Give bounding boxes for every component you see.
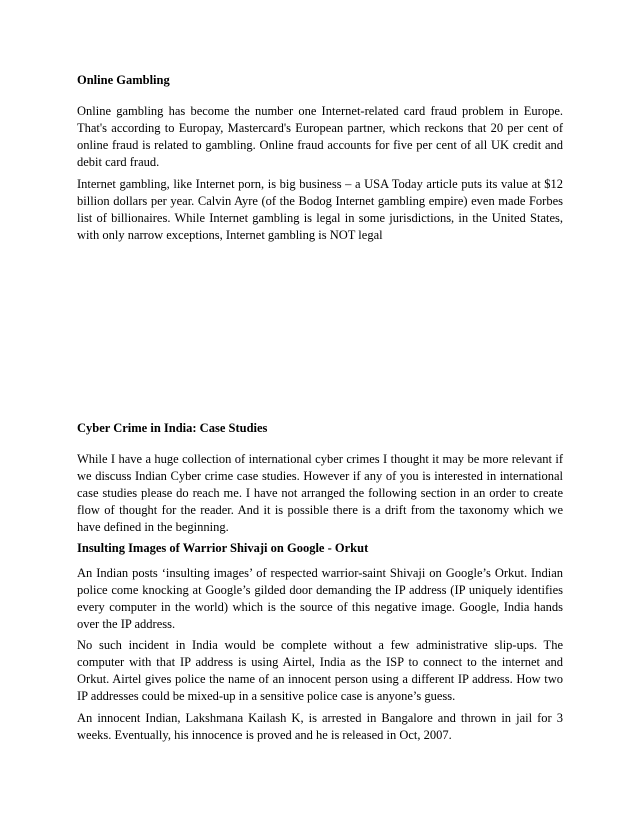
paragraph-shivaji-3: An innocent Indian, Lakshmana Kailash K, is arrested in Bangalore and thrown in jail for 3 weeks. Eventually, his innocence is proved and he is released in Oct, 2007. <box>77 711 563 742</box>
paragraph-case-studies-intro: While I have a huge collection of international cyber crimes I thought it may be more relevant if we discuss Indian Cyber crime case studies. However if any of you is interested in international case studies please do reach me. I have not arranged the following section in an order to create flow of thought for the reader. And it is possible there is a drift from the taxonomy which we have defined in the beginning. <box>77 452 563 534</box>
paragraph-shivaji-1: An Indian posts ‘insulting images’ of respected warrior-saint Shivaji on Google’s Orkut. Indian police come knocking at Google’s gilded door demanding the IP address (IP uniquely identifies every computer in the world) which is the source of this negative image. Google, India hands over the IP address. <box>77 566 563 631</box>
paragraph-online-gambling-1: Online gambling has become the number one Internet-related card fraud problem in Europe. That's according to Europay, Mastercard's European partner, which reckons that 20 per cent of online fraud is related to gambling. Online fraud accounts for five per cent of all UK credit and debit card fraud. <box>77 104 563 169</box>
paragraph-online-gambling-2: Internet gambling, like Internet porn, is big business – a USA Today article puts its value at $12 billion dollars per year. Calvin Ayre (of the Bodog Internet gambling empire) even made Forbes list of billionaires. While Internet gambling is legal in some jurisdictions, in the United States, with only narrow exceptions, Internet gambling is NOT legal <box>77 177 563 242</box>
heading-online-gambling: Online Gambling <box>77 73 170 87</box>
paragraph-shivaji-2: No such incident in India would be complete without a few administrative slip-ups. The computer with that IP address is using Airtel, India as the ISP to connect to the internet and Orkut. Airtel gives police the name of an innocent person using a different IP address. How two IP addresses could be mixed-up in a sensitive police case is anyone’s guess. <box>77 638 563 703</box>
heading-shivaji-orkut: Insulting Images of Warrior Shivaji on Google - Orkut <box>77 541 369 555</box>
heading-cyber-crime-india: Cyber Crime in India: Case Studies <box>77 421 268 435</box>
